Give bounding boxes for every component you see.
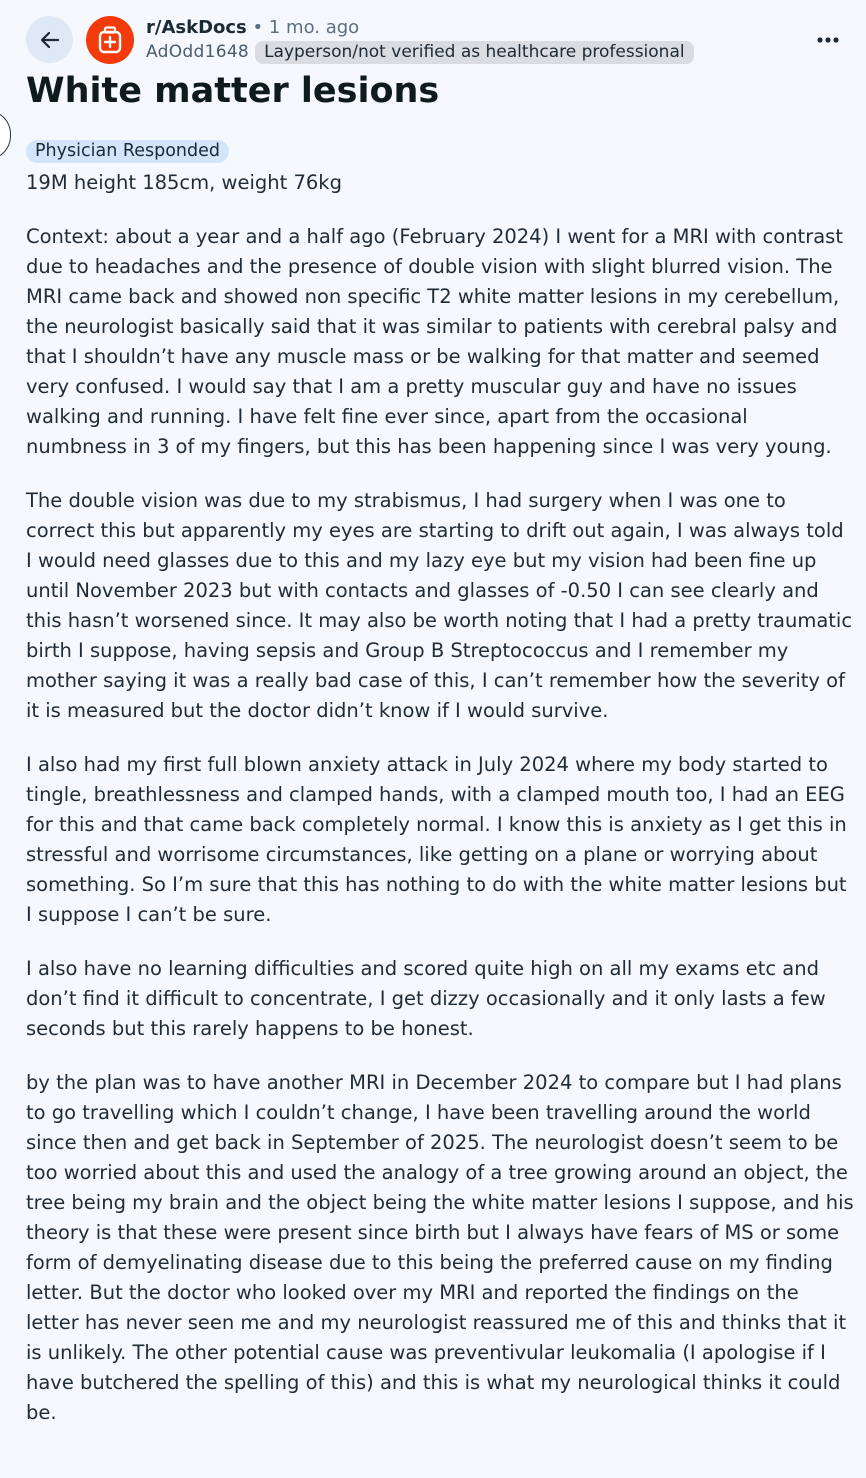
back-button[interactable] (26, 16, 73, 63)
author-username[interactable]: AdOdd1648 (146, 42, 250, 62)
post-title: White matter lesions (26, 71, 440, 111)
subreddit-name[interactable]: r/AskDocs (146, 17, 247, 38)
post-body (26, 168, 854, 1452)
more-options-button[interactable] (806, 26, 850, 54)
post-paragraph: Context: about a year and a half ago (February 2024) I went for a MRI with contrast due to headaches and the presence of double vision with slight blurred vision. The MRI came back and showed non specific T2 white matter lesions in my cerebellum, the neurologist basically said that it was similar to patients with cerebral palsy and that I shouldn’t have any muscle mass or be walking for that matter and seemed very confused. I would say that I am a pretty muscular guy and have no issues walking and running. I have felt fine ever since, apart from the occasional numbness in 3 of my fingers, but this has been happening since I was very young. (26, 225, 843, 458)
meta-separator: • (252, 17, 264, 38)
arrow-left-icon (38, 28, 62, 52)
post-paragraph: I also have no learning difficulties and scored quite high on all my exams etc and don’t find it difficult to concentrate, I get dizzy occasionally and it only lasts a few seconds but this rarely happens to be honest. (26, 957, 826, 1040)
subreddit-avatar[interactable] (86, 16, 134, 64)
post-flair-badge[interactable]: Physician Responded (26, 140, 229, 163)
more-horizontal-icon (817, 37, 839, 43)
post-paragraph: I also had my first full blown anxiety attack in July 2024 where my body started to tingle, breathlessness and clamped hands, with a clamped mouth too, I had an EEG for this and that came back completely normal. I know this is anxiety as I get this in stressful and worrisome circumstances, like getting on a plane or worrying about something. So I’m sure that this has nothing to do with the white matter lesions but I suppose I can’t be sure. (26, 753, 847, 926)
scroll-edge-handle (0, 110, 11, 160)
post-meta (146, 16, 359, 40)
post-paragraph: 19M height 185cm, weight 76kg (26, 171, 342, 194)
medical-bag-icon (97, 26, 123, 54)
post-paragraph: The double vision was due to my strabismus, I had surgery when I was one to correct this but apparently my eyes are starting to drift out again, I was always told I would need glasses due to this and my lazy eye but my vision had been fine up until November 2023 but with contacts and glasses of -0.50 I can see clearly and this hasn’t worsened since. It may also be worth noting that I had a pretty traumatic birth I suppose, having sepsis and Group B Streptococcus and I remember my mother saying it was a really bad case of this, I can’t remember how the severity of it is measured but the doctor didn’t know if I would survive. (26, 489, 853, 722)
post-header (0, 0, 866, 70)
post-paragraph: by the plan was to have another MRI in December 2024 to compare but I had plans to go travelling which I couldn’t change, I have been travelling around the world since then and get back in September of 2025. The neurologist doesn’t seem to be too worried about this and used the analogy of a tree growing around an object, the tree being my brain and the object being the white matter lesions I suppose, and his theory is that these were present since birth but I always have fears of MS or some form of demyelinating disease due to this being the preferred cause on my finding letter. But the doctor who looked over my MRI and reported the findings on the letter has never seen me and my neurologist reassured me of this and thinks that it is unlikely. The other potential cause was preventivular leukomalia (I apologise if I have butchered the spelling of this) and this is what my neurological thinks it could be. (26, 1071, 854, 1424)
post-time: 1 mo. ago (268, 17, 360, 38)
user-flair: Layperson/not verified as healthcare professional (255, 41, 694, 64)
author-line (146, 40, 694, 64)
